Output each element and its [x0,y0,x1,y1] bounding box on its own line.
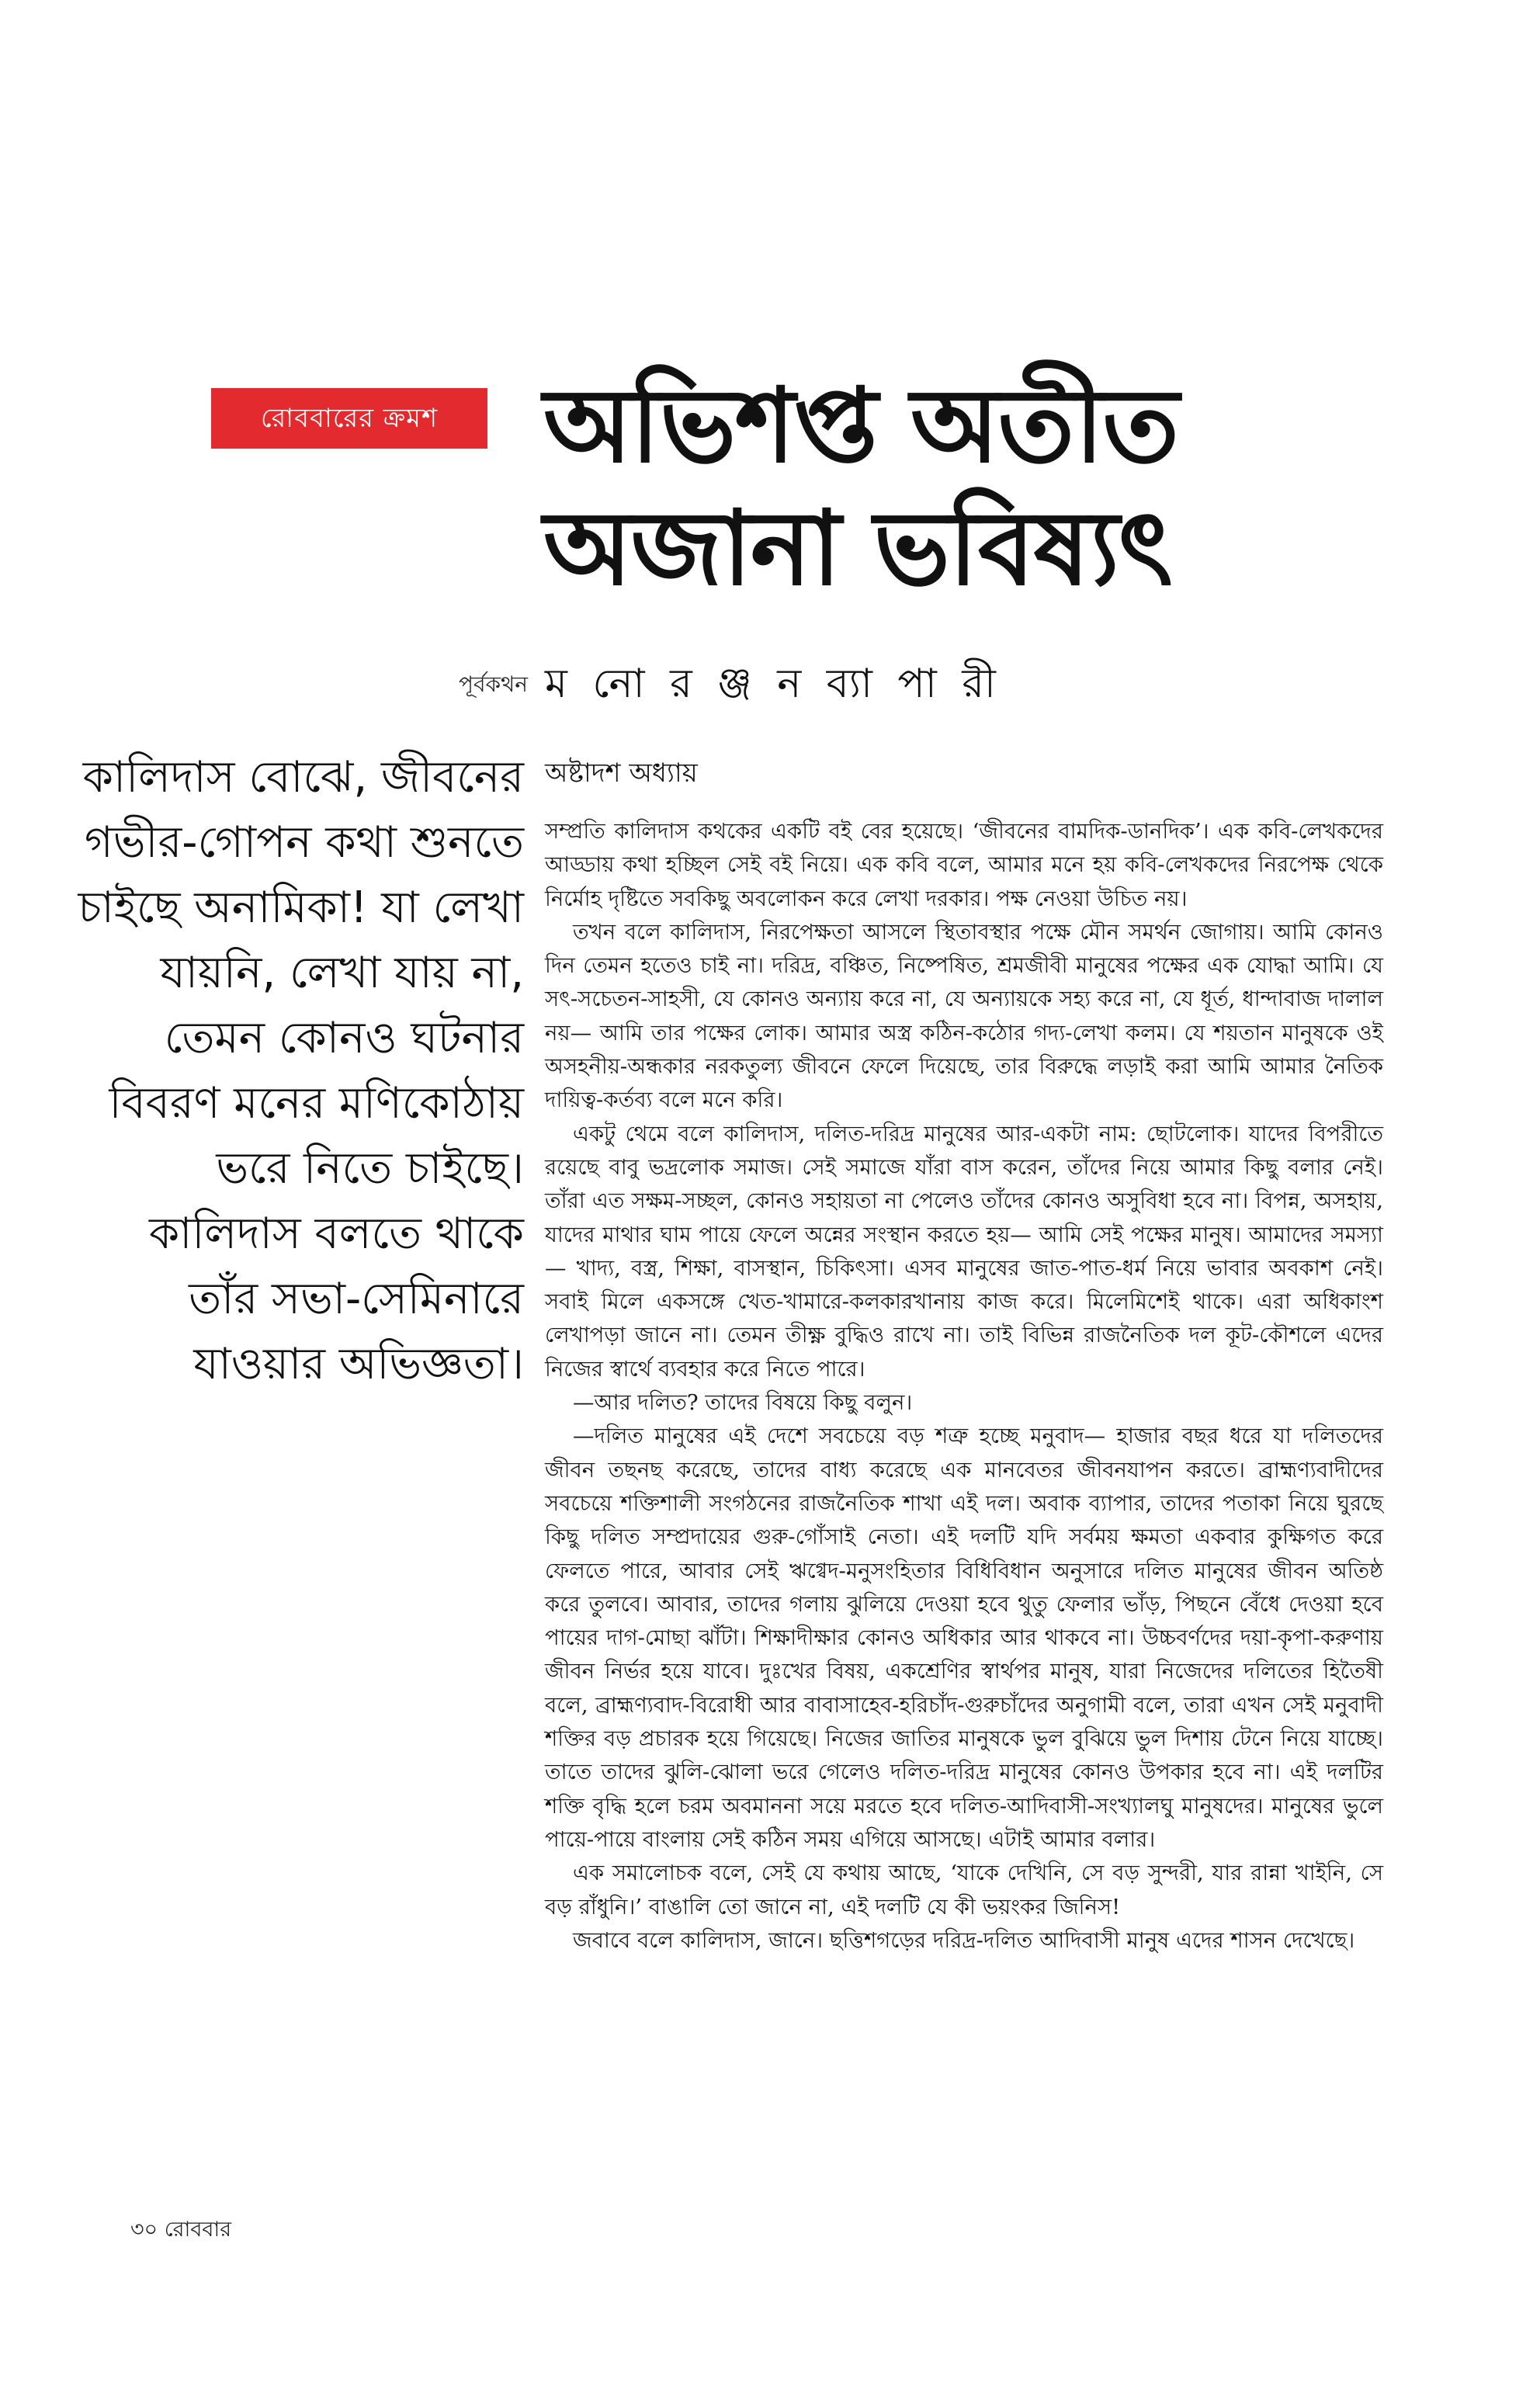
section-tag: রোববারের ক্রমশ [211,388,487,449]
paragraph: একটু থেমে বলে কালিদাস, দলিত-দরিদ্র মানুষের আর-একটা নাম: ছোটলোক। যাদের বিপরীতে রয়েছে বাবু ভদ্রলোক সমাজ। সেই সমাজে যাঁরা বাস করেন, তাঁদের নিয়ে আমার কিছু বলার নেই। তাঁরা এত সক্ষম-সচ্ছল, কোনও সহায়তা না পেলেও তাঁদের কোনও অসুবিধা হবে না। বিপন্ন, অসহায়, যাদের মাথার ঘাম পায়ে ফেলে অন্নের সংস্থান করতে হয়— আমি সেই পক্ষের মানুষ। আমাদের সমস্যা— খাদ্য, বস্ত্র, শিক্ষা, বাসস্থান, চিকিৎসা। এসব মানুষের জাত-পাত-ধর্ম নিয়ে ভাবার অবকাশ নেই। সবাই মিলে একসঙ্গে খেত-খামারে-কলকারখানায় কাজ করে। মিলেমিশেই থাকে। এরা অধিকাংশ লেখাপড়া জানে না। তেমন তীক্ষ্ণ বুদ্ধিও রাখে না। তাই বিভিন্ন রাজনৈতিক দল কূট-কৌশলে এদের নিজের স্বার্থে ব্যবহার করে নিতে পারে। [545,1121,1383,1382]
pull-quote: কালিদাস বোঝে, জীবনের গভীর-গোপন কথা শুনতে চাইছে অনামিকা! যা লেখা যায়নি, লেখা যায় না, তেমন কোনও ঘটনার বিবরণ মনের মণিকোঠায় ভরে নিতে চাইছে। কালিদাস বলতে থাকে তাঁর সভা-সেমিনারে যাওয়ার অভিজ্ঞতা। [78,752,524,1389]
headline [543,365,1475,610]
author-byline: ম নো র ঞ্জ ন ব্যা পা রী [545,661,1002,707]
chapter-heading: অষ্টাদশ অধ্যায় [545,758,698,789]
paragraph: তখন বলে কালিদাস, নিরপেক্ষতা আসলে স্থিতাবস্থার পক্ষে মৌন সমর্থন জোগায়। আমি কোনও দিন তেমন হতেও চাই না। দরিদ্র, বঞ্চিত, নিষ্পেষিত, শ্রমজীবী মানুষের পক্ষের এক যোদ্ধা আমি। যে সৎ-সচেতন-সাহসী, যে কোনও অন্যায় করে না, যে অন্যায়কে সহ্য করে না, যে ধূর্ত, ধান্দাবাজ দালাল নয়— আমি তার পক্ষের লোক। আমার অস্ত্র কঠিন-কঠোর গদ্য-লেখা কলম। যে শয়তান মানুষকে ওই অসহনীয়-অন্ধকার নরকতুল্য জীবনে ফেলে দিয়েছে, তার বিরুদ্ধে লড়াই করা আমি আমার নৈতিক দায়িত্ব-কর্তব্য বলে মনে করি। [545,919,1383,1113]
side-label: পূর্বকথন [458,671,528,697]
article-body [545,815,1383,1958]
headline-line-1: অভিশপ্ত অতীত [543,366,1178,486]
paragraph: সম্প্রতি কালিদাস কথকের একটি বই বের হয়েছে। ‘জীবনের বামদিক-ডানদিক’। এক কবি-লেখকদের আড্ডায় কথা হচ্ছিল সেই বই নিয়ে। এক কবি বলে, আমার মনে হয় কবি-লেখকদের নিরপেক্ষ থেকে নির্মোহ দৃষ্টিতে সবকিছু অবলোকন করে লেখা দরকার। পক্ষ নেওয়া উচিত নয়। [545,819,1383,911]
paragraph: —আর দলিত? তাদের বিষয়ে কিছু বলুন। [573,1390,913,1416]
headline-line-2: অজানা ভবিষ্যৎ [543,489,1171,609]
paragraph: জবাবে বলে কালিদাস, জানে। ছত্তিশগড়ের দরিদ্র-দলিত আদিবাসী মানুষ এদের শাসন দেখেছে। [573,1927,1355,1953]
paragraph: —দলিত মানুষের এই দেশে সবচেয়ে বড় শত্রু হচ্ছে মনুবাদ— হাজার বছর ধরে যা দলিতদের জীবন তছনছ করেছে, তাদের বাধ্য করেছে এক মানবেতর জীবনযাপন করতে। ব্রাহ্মণ্যবাদীদের সবচেয়ে শক্তিশালী সংগঠনের রাজনৈতিক শাখা এই দল। অবাক ব্যাপার, তাদের পতাকা নিয়ে ঘুরছে কিছু দলিত সম্প্রদায়ের গুরু-গোঁসাই নেতা। এই দলটি যদি সর্বময় ক্ষমতা একবার কুক্ষিগত করে ফেলতে পারে, আবার সেই ঋগ্বেদ-মনুসংহিতার বিধিবিধান অনুসারে দলিত মানুষের জীবন অতিষ্ঠ করে তুলবে। আবার, তাদের গলায় ঝুলিয়ে দেওয়া হবে থুতু ফেলার ভাঁড়, পিছনে বেঁধে দেওয়া হবে পায়ের দাগ-মোছা ঝাঁটা। শিক্ষাদীক্ষার কোনও অধিকার আর থাকবে না। উচ্চবর্ণদের দয়া-কৃপা-করুণায় জীবন নির্ভর হয়ে যাবে। দুঃখের বিষয়, একশ্রেণির স্বার্থপর মানুষ, যারা নিজেদের দলিতের হিতৈষী বলে, ব্রাহ্মণ্যবাদ-বিরোধী আর বাবাসাহেব-হরিচাঁদ-গুরুচাঁদের অনুগামী বলে, তারা এখন সেই মনুবাদী শক্তির বড় প্রচারক হয়ে গিয়েছে। নিজের জাতির মানুষকে ভুল বুঝিয়ে ভুল দিশায় টেনে নিয়ে যাচ্ছে। তাতে তাদের ঝুলি-ঝোলা ভরে গেলেও দলিত-দরিদ্র মানুষের কোনও উপকার হবে না। এই দলটির শক্তি বৃদ্ধি হলে চরম অবমাননা সয়ে মরতে হবে দলিত-আদিবাসী-সংখ্যালঘু মানুষদের। মানুষের ভুলে পায়ে-পায়ে বাংলায় সেই কঠিন সময় এগিয়ে আসছে। এটাই আমার বলার। [545,1424,1383,1852]
page-folio: ৩০ রোববার [130,2218,232,2242]
paragraph: এক সমালোচক বলে, সেই যে কথায় আছে, ‘যাকে দেখিনি, সে বড় সুন্দরী, যার রান্না খাইনি, সে বড় রাঁধুনি।’ বাঙালি তো জানে না, এই দলটি যে কী ভয়ংকর জিনিস! [545,1861,1383,1920]
